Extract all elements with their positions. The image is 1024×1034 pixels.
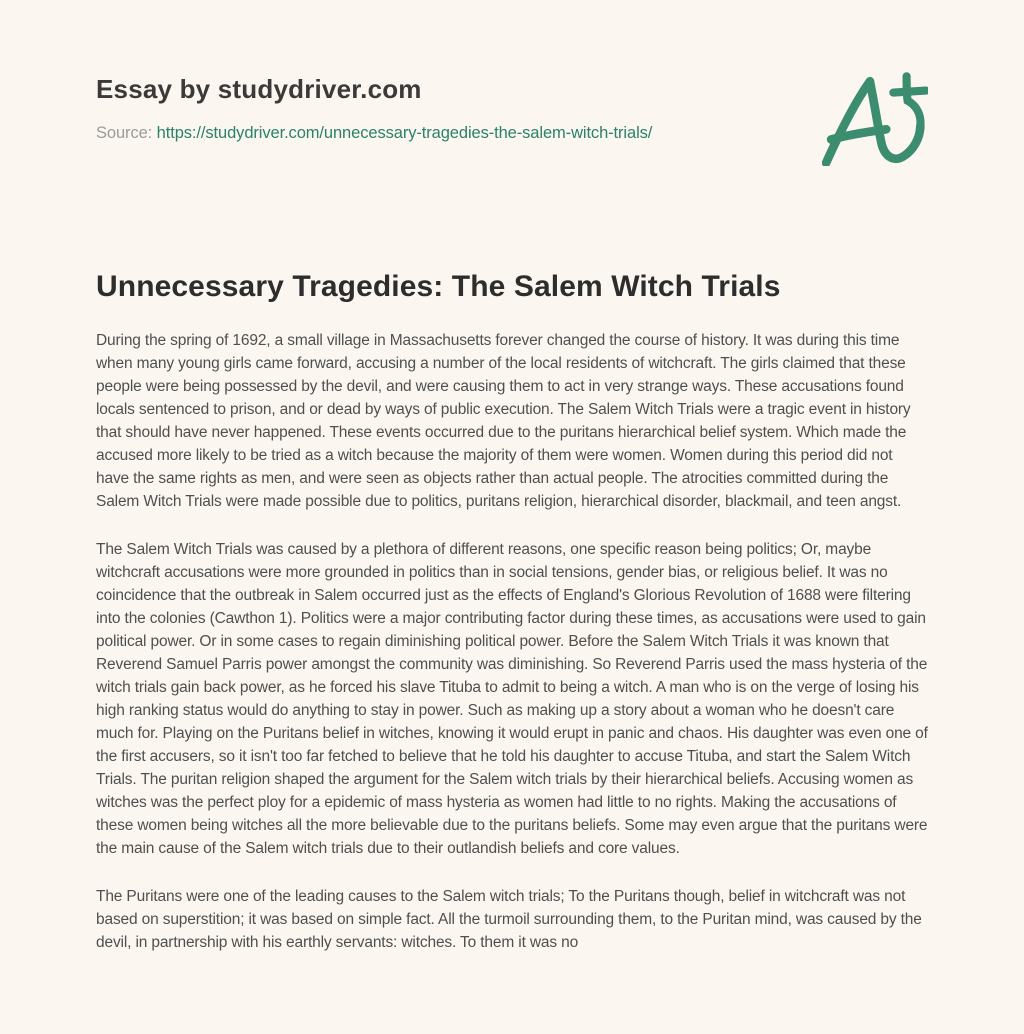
essay-paragraph: During the spring of 1692, a small village in Massachusetts forever changed the course of history. It was during this time when many young girls came forward, accusing a number of the local residents of witchcraft. The girls claimed that these people were being possessed by the devil, and were causing them to act in very strange ways. These accusations found locals sentenced to prison, and or dead by ways of public execution. The Salem Witch Trials were a tragic event in history that should have never happened. These events occurred due to the puritans hierarchical belief system. Which made the accused more likely to be tried as a witch because the majority of them were women. Women during this period did not have the same rights as men, and were seen as objects rather than actual people. The atrocities committed during the Salem Witch Trials were made possible due to politics, puritans religion, hierarchical disorder, blackmail, and teen angst. — [96, 332, 911, 510]
essay-body — [96, 329, 928, 954]
essay-paragraph: The Puritans were one of the leading causes to the Salem witch trials; To the Puritans though, belief in witchcraft was not based on superstition; it was based on simple fact. All the turmoil surrounding them, to the Puritan mind, was caused by the devil, in partnership with his earthly servants: witches. To them it was no — [96, 888, 922, 951]
studydriver-logo — [822, 64, 928, 166]
essay-title: Unnecessary Tragedies: The Salem Witch Trials — [96, 270, 781, 303]
a-plus-logo-icon — [822, 64, 928, 166]
page-header — [96, 0, 928, 166]
header-title: Essay by studydriver.com — [96, 74, 422, 104]
essay-content — [96, 270, 928, 954]
header-text-block — [96, 64, 652, 143]
essay-paragraph: The Salem Witch Trials was caused by a plethora of different reasons, one specific reason being politics; Or, maybe witchcraft accusations were more grounded in politics than in social tensions, gender bias, or religious belief. It was no coincidence that the outbreak in Salem occurred just as the effects of England's Glorious Revolution of 1688 were filtering into the colonies (Cawthon 1). Politics were a major contributing factor during these times, as accusations were used to gain political power. Or in some cases to regain diminishing political power. Before the Salem Witch Trials it was known that Reverend Samuel Parris power amongst the community was diminishing. So Reverend Parris used the mass hysteria of the witch trials gain back power, as he forced his slave Tituba to admit to being a witch. A man who is on the verge of losing his high ranking status would do anything to stay in power. Such as making up a story about a woman who he doesn't care much for. Playing on the Puritans belief in witches, knowing it would erupt in panic and chaos. His daughter was even one of the first accusers, so it isn't too far fetched to believe that he told his daughter to accuse Tituba, and start the Salem Witch Trials. The puritan religion shaped the argument for the Salem witch trials by their hierarchical beliefs. Accusing women as witches was the perfect ploy for a epidemic of mass hysteria as women had little to no rights. Making the accusations of these women being witches all the more believable due to the puritans beliefs. Some may even argue that the puritans were the main cause of the Salem witch trials due to their outlandish beliefs and core values. — [96, 541, 928, 857]
source-link[interactable]: https://studydriver.com/unnecessary-tragedies-the-salem-witch-trials/ — [156, 124, 653, 142]
source-line — [96, 124, 652, 143]
source-label: Source: — [96, 124, 153, 142]
